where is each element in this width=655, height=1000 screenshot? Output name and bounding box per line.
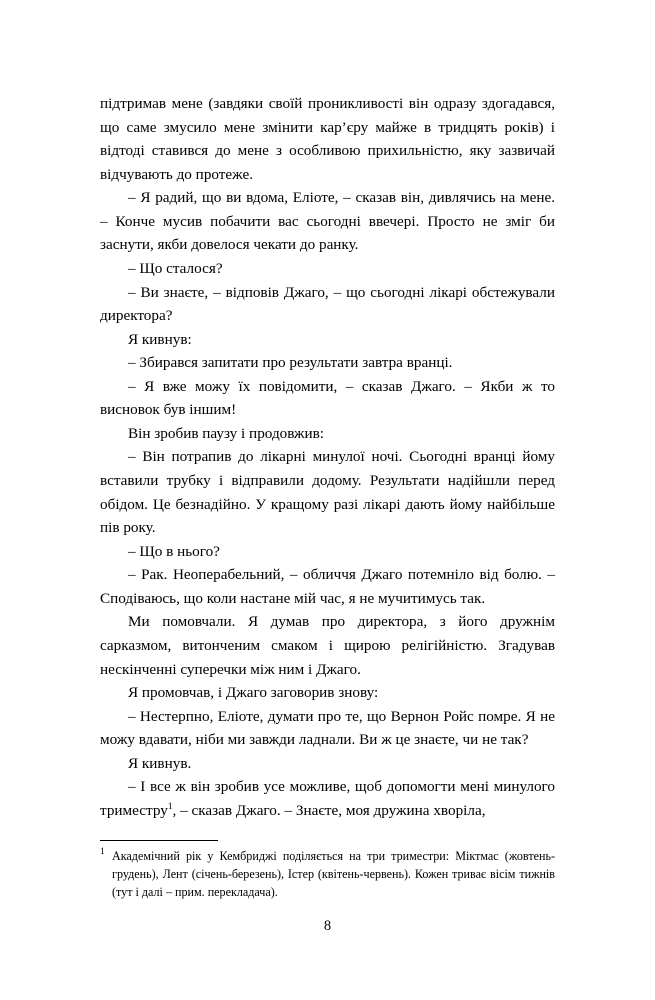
paragraph: – Ви знаєте, – відповів Джаго, – що сьогодні лікарі обстежували директора? (100, 283, 555, 325)
footnote-text (100, 848, 555, 902)
footnote-zone (100, 840, 555, 902)
paragraph: – Я вже можу їх повідомити, – сказав Джаго. – Якби ж то висновок був іншим! (100, 377, 555, 419)
paragraph: – Що сталося? (128, 259, 223, 277)
page-number: 8 (323, 918, 332, 934)
paragraph: – Нестерпно, Еліоте, думати про те, що Вернон Ройс помре. Я не можу вдавати, ніби ми завжди ладнали. Ви ж це знаєте, чи не так? (100, 707, 555, 749)
paragraph: Я промовчав, і Джаго заговорив знову: (128, 684, 379, 702)
paragraph: Я кивнув: (128, 330, 192, 348)
paragraph: Він зробив паузу і продовжив: (128, 424, 325, 442)
footnote-separator-rule (100, 840, 218, 841)
footnote-marker: 1 (100, 847, 105, 857)
paragraph: – Що в нього? (128, 542, 220, 560)
paragraph: – І все ж він зробив усе можливе, щоб допомогти мені минулого триместру$^1$, – сказав Джаго. – Знаєте, моя дружина хворіла, (100, 778, 555, 819)
paragraph: Ми помовчали. Я думав про директора, з його дружнім сарказмом, витонченим смаком і щирою релігійністю. Згадував нескінченні суперечки між ним і Джаго. (100, 613, 555, 678)
body-text-block (100, 92, 555, 822)
footnote-reference[interactable]: 1 (167, 801, 173, 812)
paragraph: підтримав мене (завдяки своїй проникливості він одразу здогадався, що саме змусило мене змінити кар’єру майже в тридцять років) і відтоді ставився до мене з особливою прихильністю, яку зазвичай відчувають до протеже. (100, 95, 555, 183)
footnote-block (100, 848, 555, 902)
paragraph: – Рак. Неоперабельний, – обличчя Джаго потемніло від болю. – Сподіваюсь, що коли настане мій час, я не мучитимусь так. (100, 566, 555, 607)
paragraph: – Я радий, що ви вдома, Еліоте, – сказав він, дивлячись на мене. – Конче мусив побачити вас сьогодні ввечері. Просто не зміг би заснути, якби довелося чекати до ранку. (100, 189, 555, 254)
paragraph: – Збирався запитати про результати завтра вранці. (128, 354, 453, 372)
paragraph: – Він потрапив до лікарні минулої ночі. Сьогодні вранці йому вставили трубку і відправили додому. Результати надійшли перед обідом. Це безнадійно. У кращому разі лікарі дають йому найбільше пів року. (100, 448, 555, 537)
footnote-body: Академічний рік у Кембриджі поділяється на три триместри: Міктмас (жовтень-грудень), Лент (січень-березень), Істер (квітень-червень). Кожен триває вісім тижнів (тут і далі – прим. перекладача). (112, 849, 555, 899)
paragraph: Я кивнув. (128, 754, 192, 772)
